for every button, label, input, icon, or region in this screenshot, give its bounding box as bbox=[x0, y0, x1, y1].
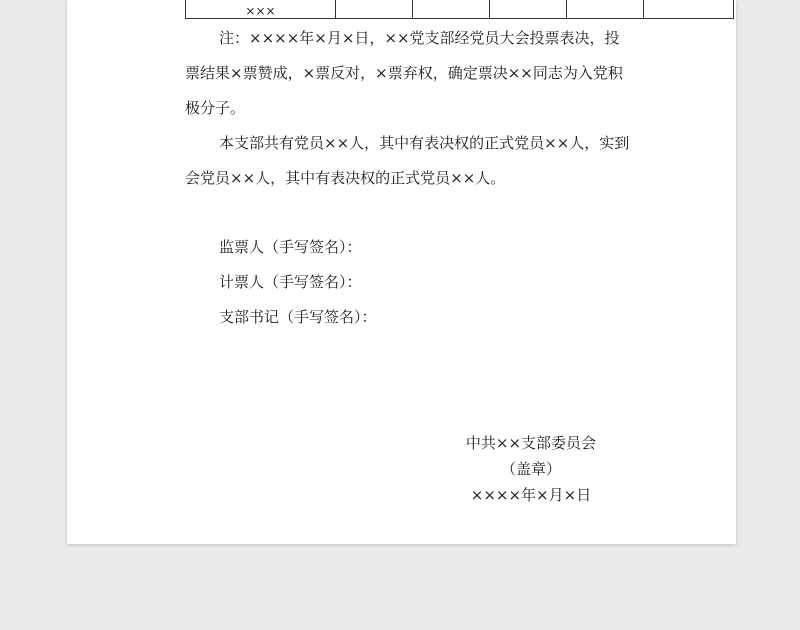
table-cell bbox=[413, 0, 490, 19]
secretary-signature-label: 支部书记（手写签名）： bbox=[219, 308, 377, 326]
monitor-signature-label: 监票人（手写签名）： bbox=[219, 238, 362, 256]
document-page bbox=[67, 0, 736, 544]
note-line-3: 极分子。 bbox=[185, 99, 246, 117]
seal-note: （盖章） bbox=[500, 460, 561, 478]
note-line-1: 注：××××年×月×日，××党支部经党员大会投票表决，投 bbox=[219, 29, 620, 47]
table-cell bbox=[336, 0, 413, 19]
note-line-2: 票结果×票赞成，×票反对，×票弃权，确定票决××同志为入党积 bbox=[185, 64, 623, 82]
members-line-2: 会党员××人，其中有表决权的正式党员××人。 bbox=[185, 169, 506, 187]
signature-date: ××××年×月×日 bbox=[470, 486, 592, 504]
table-cell bbox=[644, 0, 734, 19]
vote-table-fragment bbox=[185, 0, 734, 19]
counter-signature-label: 计票人（手写签名）： bbox=[219, 273, 362, 291]
table-cell bbox=[490, 0, 567, 19]
members-line-1: 本支部共有党员××人，其中有表决权的正式党员××人，实到 bbox=[219, 134, 630, 152]
table-cell bbox=[567, 0, 644, 19]
table-row bbox=[186, 0, 734, 19]
committee-name: 中共××支部委员会 bbox=[465, 434, 597, 452]
table-cell-name: ××× bbox=[186, 0, 336, 19]
